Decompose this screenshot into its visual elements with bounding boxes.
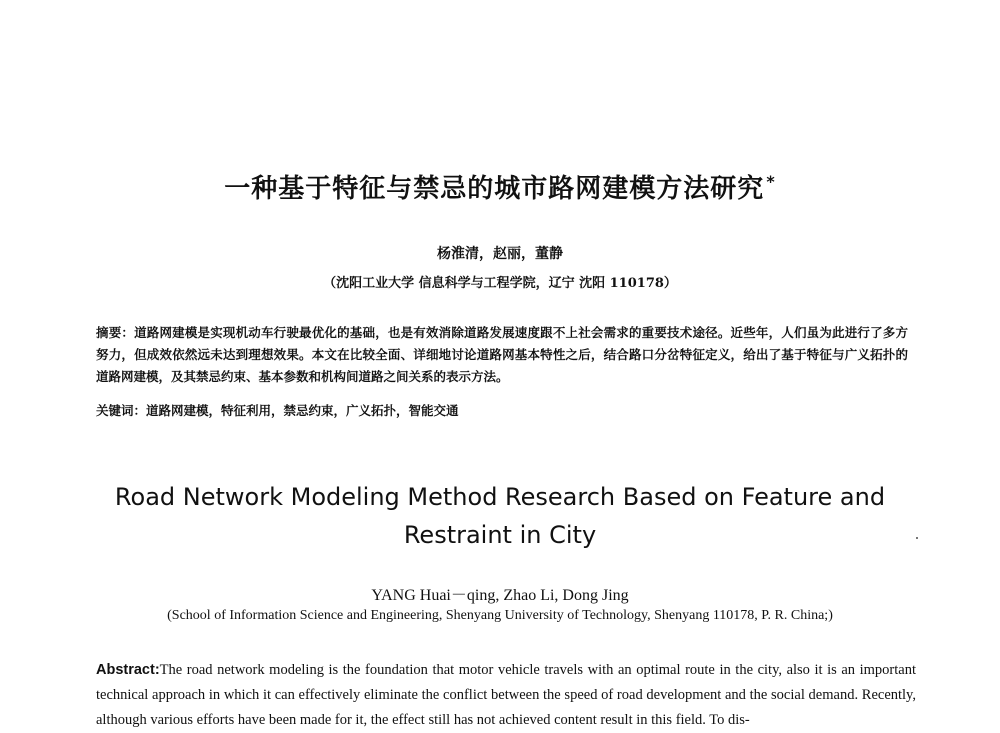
chinese-abstract <box>96 322 908 388</box>
scan-speck <box>916 537 918 539</box>
english-abstract-label: Abstract: <box>96 662 160 678</box>
chinese-keywords-label: 关键词： <box>96 403 147 418</box>
chinese-abstract-label: 摘要： <box>96 325 135 340</box>
english-title <box>100 478 900 554</box>
chinese-keywords-text: 道路网建模，特征利用，禁忌约束，广义拓扑，智能交通 <box>146 403 459 418</box>
chinese-title-text: 一种基于特征与禁忌的城市路网建模方法研究 <box>224 174 765 204</box>
english-affiliation: (School of Information Science and Engineering, Shenyang University of Technology, Shenyang 110178, P. R. China;) <box>167 608 833 623</box>
chinese-title <box>0 168 1000 205</box>
english-title-line-1: Road Network Modeling Method Research Based on Feature and <box>114 483 886 511</box>
english-abstract <box>96 658 916 733</box>
english-abstract-text: The road network modeling is the foundation that motor vehicle travels with an optimal route in the city, also it is an important technical approach in which it can effectively eliminate the conflict between the speed of road development and the social demand. Recently, although various efforts have been made for it, the effect still has not achieved content result in this field. To dis- <box>96 662 916 728</box>
chinese-abstract-text: 道路网建模是实现机动车行驶最优化的基础，也是有效消除道路发展速度跟不上社会需求的重要技术途径。近些年，人们虽为此进行了多方努力，但成效依然远未达到理想效果。本文在比较全面、详细地讨论道路网基本特性之后，结合路口分岔特征定义，给出了基于特征与广义拓扑的道路网建模，及其禁忌约束、基本参数和机构间道路之间关系的表示方法。 <box>96 325 908 384</box>
chinese-keywords <box>96 400 908 422</box>
chinese-affiliation: （沈阳工业大学 信息科学与工程学院，辽宁 沈阳 110178） <box>323 276 677 291</box>
english-authors: YANG Huai－qing, Zhao Li, Dong Jing <box>371 587 629 604</box>
title-footnote-mark: * <box>766 172 776 192</box>
english-title-line-2: Restraint in City <box>403 521 597 549</box>
chinese-authors: 杨淮清，赵丽，董静 <box>437 246 563 262</box>
